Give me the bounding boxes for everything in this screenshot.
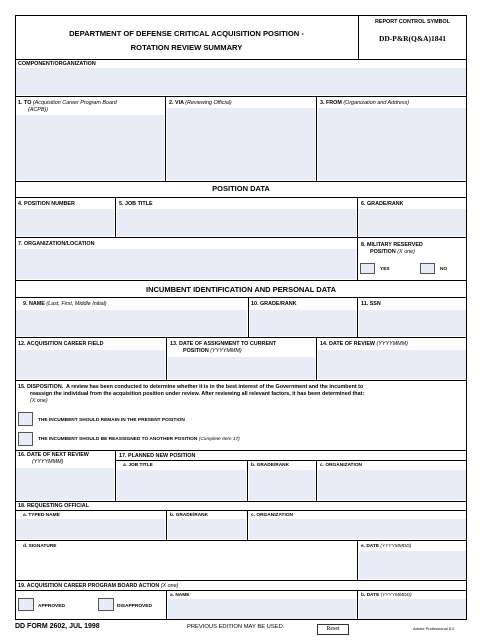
- planned-job-title-label: a. JOB TITLE: [123, 463, 153, 468]
- requesting-official-label: 18. REQUESTING OFFICIAL: [18, 503, 89, 509]
- job-title-label: 5. JOB TITLE: [119, 201, 153, 207]
- divider: [15, 280, 467, 281]
- military-reserved-text: POSITION: [370, 249, 396, 255]
- acq-career-field-input[interactable]: [16, 350, 165, 379]
- divider: [15, 297, 467, 298]
- name-label: [23, 301, 107, 308]
- date-assignment-label: 13. DATE OF ASSIGNMENT TO CURRENT: [170, 341, 277, 347]
- req-grade-rank-field[interactable]: [168, 519, 246, 539]
- planned-job-title-field[interactable]: [117, 470, 246, 500]
- reassign-text: THE INCUMBENT SHOULD BE REASSIGNED TO ANOTHER POSITION: [38, 437, 198, 442]
- ssn-label: 11. SSN: [361, 301, 381, 307]
- typed-name-field[interactable]: [16, 519, 165, 539]
- from-label-text: 3. FROM: [320, 100, 342, 106]
- divider: [316, 337, 317, 380]
- divider: [15, 380, 467, 381]
- date-assignment-text: POSITION: [183, 348, 209, 354]
- board-date-field[interactable]: [359, 599, 466, 619]
- next-review-field[interactable]: [16, 468, 114, 500]
- org-location-field[interactable]: [16, 249, 356, 279]
- board-action-hint: (X one): [160, 583, 179, 589]
- no-label: NO: [440, 267, 448, 272]
- divider: [166, 337, 167, 380]
- to-hint-2: (ACPB)): [28, 107, 49, 113]
- req-date-hint: (YYYYMMDD): [380, 544, 412, 549]
- divider: [15, 237, 467, 238]
- disposition-text-1: A review has been conducted to determine whether it is in the best interest of the Government and the incumbent to: [66, 384, 364, 390]
- report-control-symbol-label: REPORT CONTROL SYMBOL: [374, 19, 451, 25]
- grade-rank-field[interactable]: [359, 209, 466, 236]
- divider: [15, 590, 467, 591]
- to-label: [18, 100, 117, 107]
- position-number-field[interactable]: [16, 209, 114, 236]
- divider: [115, 197, 116, 237]
- next-review-label: 16. DATE OF NEXT REVIEW: [18, 452, 89, 458]
- reassign-label: [38, 437, 240, 444]
- divider: [247, 460, 248, 501]
- military-reserved-hint: (X one): [397, 249, 415, 255]
- planned-position-label: 17. PLANNED NEW POSITION: [119, 453, 196, 459]
- next-review-hint-line: [32, 459, 63, 466]
- disposition-hint-line: [30, 398, 48, 405]
- reset-button[interactable]: Reset: [317, 624, 349, 635]
- disapproved-label: DISAPPROVED: [117, 604, 152, 609]
- divider: [316, 460, 317, 501]
- report-control-symbol-value: DD-P&R(Q&A)1841: [378, 34, 447, 43]
- reassign-checkbox[interactable]: [18, 432, 33, 446]
- board-action-label: [18, 583, 178, 590]
- disposition-hint: (X one): [30, 398, 48, 404]
- disapproved-checkbox[interactable]: [98, 598, 114, 611]
- to-field[interactable]: [16, 115, 164, 180]
- name-hint: (Last, First, Middle Initial): [46, 301, 107, 307]
- to-hint: (Acquisition Career Program Board: [32, 100, 117, 106]
- name-field[interactable]: [16, 310, 247, 336]
- acq-career-field-label: 12. ACQUISITION CAREER FIELD: [18, 341, 104, 347]
- divider: [15, 540, 467, 541]
- date-assignment-label-2: [183, 348, 242, 355]
- signature-field[interactable]: [16, 551, 356, 579]
- divider: [357, 197, 358, 280]
- req-org-field[interactable]: [249, 519, 466, 539]
- divider: [15, 580, 467, 581]
- divider: [316, 96, 317, 181]
- divider: [357, 297, 358, 337]
- date-review-text: 14. DATE OF REVIEW: [320, 341, 376, 347]
- reassign-hint: (Complete Item 17): [198, 437, 240, 442]
- board-action-text: 19. ACQUISITION CAREER PROGRAM BOARD ACTION: [18, 583, 160, 589]
- req-grade-rank-label: b. GRADE/RANK: [170, 513, 209, 518]
- divider: [15, 181, 467, 182]
- remain-label: THE INCUMBENT SHOULD REMAIN IN THE PRESENT POSITION: [38, 418, 185, 423]
- planned-org-label: c. ORGANIZATION: [320, 463, 363, 468]
- signature-label: d. SIGNATURE: [23, 544, 57, 549]
- divider: [15, 510, 467, 511]
- no-checkbox[interactable]: [420, 263, 435, 274]
- divider: [247, 510, 248, 540]
- job-title-field[interactable]: [117, 209, 356, 236]
- planned-grade-rank-field[interactable]: [249, 470, 315, 500]
- divider: [166, 590, 167, 620]
- via-label-text: 2. VIA: [169, 100, 184, 106]
- divider: [15, 501, 467, 502]
- grade-rank-label: 6. GRADE/RANK: [361, 201, 404, 207]
- divider: [165, 96, 166, 181]
- divider: [15, 337, 467, 338]
- divider: [15, 197, 467, 198]
- form-title-line1: DEPARTMENT OF DEFENSE CRITICAL ACQUISITION POSITION -: [69, 29, 304, 38]
- divider: [248, 297, 249, 337]
- divider: [357, 590, 358, 620]
- date-assignment-hint: (YYYYMMM): [210, 348, 242, 354]
- form-title-line2: ROTATION REVIEW SUMMARY: [130, 43, 243, 52]
- divider: [166, 510, 167, 540]
- previous-edition-note: PREVIOUS EDITION MAY BE USED.: [187, 624, 285, 630]
- to-label-text: 1. TO: [18, 100, 32, 106]
- typed-name-label: a. TYPED NAME: [23, 513, 60, 518]
- approved-label: APPROVED: [38, 604, 65, 609]
- military-reserved-label-2: [370, 249, 415, 256]
- name-label-text: 9. NAME: [23, 301, 45, 307]
- form-title: [15, 27, 358, 55]
- to-hint-line2: [28, 107, 48, 114]
- incumbent-heading: INCUMBENT IDENTIFICATION AND PERSONAL DATA: [146, 285, 336, 294]
- approved-checkbox[interactable]: [18, 598, 34, 611]
- divider: [15, 450, 467, 451]
- board-name-label: a. NAME: [170, 593, 190, 598]
- position-number-label: 4. POSITION NUMBER: [18, 201, 75, 207]
- board-name-field[interactable]: [168, 599, 356, 619]
- org-location-label: 7. ORGANIZATION/LOCATION: [18, 241, 95, 247]
- divider: [115, 460, 467, 461]
- ssn-field[interactable]: [359, 310, 466, 336]
- disposition-text-2: reassign the individual from the acquisition position under review. After reviewing all relevant factors, it has been determined that:: [30, 391, 365, 397]
- from-field[interactable]: [318, 108, 466, 180]
- req-date-text: e. DATE: [361, 544, 380, 549]
- grade-rank-10-field[interactable]: [250, 310, 356, 336]
- component-label: COMPONENT/ORGANIZATION: [18, 61, 96, 67]
- software-note: Adobe Professional 8.0: [413, 626, 455, 631]
- req-date-field[interactable]: [359, 551, 466, 579]
- yes-checkbox[interactable]: [360, 263, 375, 274]
- date-review-hint: (YYYYMMM): [376, 341, 408, 347]
- from-hint: (Organization and Address): [343, 100, 410, 106]
- next-review-hint: (YYYYMMM): [32, 459, 64, 465]
- yes-label: YES: [380, 267, 390, 272]
- via-label: [169, 100, 232, 107]
- via-field[interactable]: [167, 108, 315, 180]
- from-label: [320, 100, 409, 107]
- divider: [115, 450, 116, 501]
- grade-rank-10-label: 10. GRADE/RANK: [251, 301, 297, 307]
- req-org-label: c. ORGANIZATION: [251, 513, 294, 518]
- date-review-field[interactable]: [318, 350, 466, 379]
- board-date-hint: (YYYYMMDD): [380, 593, 412, 598]
- board-date-text: b. DATE: [361, 593, 380, 598]
- divider: [357, 540, 358, 580]
- form-id: DD FORM 2602, JUL 1998: [15, 623, 100, 630]
- disposition-label: [18, 384, 363, 391]
- planned-org-field[interactable]: [318, 470, 466, 500]
- position-data-heading: POSITION DATA: [212, 184, 270, 193]
- remain-checkbox[interactable]: [18, 412, 33, 426]
- date-review-label: [320, 341, 408, 348]
- planned-grade-rank-label: b. GRADE/RANK: [251, 463, 290, 468]
- via-hint: (Reviewing Official): [185, 100, 232, 106]
- divider: [15, 59, 467, 60]
- req-date-label: [361, 544, 411, 551]
- date-assignment-field[interactable]: [168, 357, 315, 379]
- disposition-head: 15. DISPOSITION.: [18, 384, 64, 390]
- component-field[interactable]: [16, 68, 466, 95]
- military-reserved-label: 8. MILITARY RESERVED: [361, 242, 423, 248]
- divider: [15, 96, 467, 97]
